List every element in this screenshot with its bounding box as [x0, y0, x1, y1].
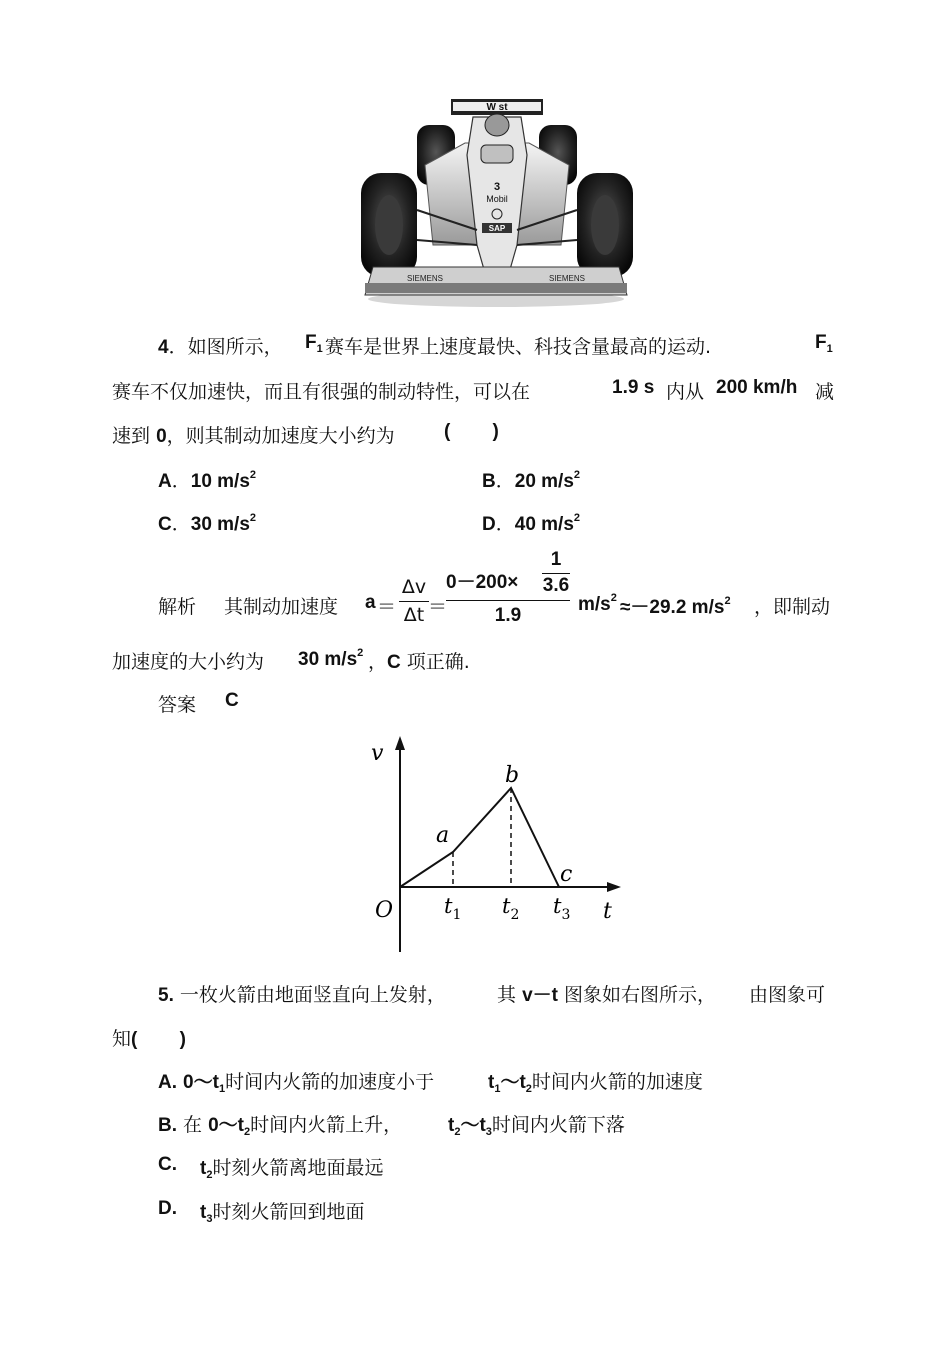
analysis-a-symbol: a — [365, 592, 376, 613]
vt-graph — [360, 730, 630, 955]
y-axis-label: v — [371, 741, 384, 766]
analysis-tail: ，即制动 — [754, 596, 831, 618]
q4-f1-first: $F_1$ — [305, 332, 323, 355]
q5-option-b-tail: $t_2\sim t_3$时间内火箭下落 — [448, 1114, 625, 1138]
answer-value: C — [225, 690, 239, 711]
car-sponsor-mid: Mobil — [486, 194, 508, 204]
q4-line2-b: 内从 — [666, 381, 705, 403]
y-axis-arrow — [395, 736, 405, 750]
fraction-dv: Δv — [401, 576, 427, 598]
q4-line2-a: 赛车不仅加速快，而且有很强的制动特性，可以在 — [112, 381, 531, 403]
q5-line1-b: 其 v－t 图象如右图所示， — [497, 984, 717, 1006]
q4-option-c: C．30 $m/s^2$ — [158, 512, 257, 535]
point-b-label: b — [505, 763, 520, 788]
fraction-denominator: 1.9 — [494, 605, 522, 626]
car-number: 3 — [493, 181, 501, 193]
analysis-approx: ≈－29.2 $m/s^2$ — [620, 595, 731, 618]
vt-line — [400, 788, 559, 887]
q5-line-2: 知( ) — [112, 1028, 186, 1050]
q5-option-d: D. — [158, 1198, 177, 1219]
analysis-text: 其制动加速度 — [224, 596, 339, 618]
tick-t1: $t_1$ — [444, 894, 462, 923]
car-sponsor-sap: SAP — [488, 224, 506, 233]
q4-option-b: B．20 $m/s^2$ — [482, 469, 581, 492]
q5-option-a-tail: $t_1\sim t_2$时间内火箭的加速度 — [488, 1071, 703, 1095]
tick-t2: $t_2$ — [502, 894, 520, 923]
fraction-inner: 1 3.6 — [542, 549, 570, 596]
q5-option-b: B. 在 $0\sim t_2$时间内火箭上升， — [158, 1114, 403, 1138]
fraction-numerator-prefix: 0－200× — [446, 572, 519, 593]
q5-option-d-text: $t_3$时刻火箭回到地面 — [200, 1201, 365, 1225]
q5-option-a: A. $0\sim t_1$时间内火箭的加速度小于 — [158, 1071, 435, 1095]
q4-line2-c: 减 — [815, 381, 835, 403]
origin-label: O — [375, 898, 394, 923]
q4-option-a: A．10 $m/s^2$ — [158, 469, 257, 492]
fraction-dt: Δt — [403, 604, 425, 626]
fraction-main — [446, 550, 570, 630]
point-c-label: c — [560, 862, 573, 887]
q4-line1-a: 如图所示， — [187, 336, 283, 358]
car-sponsor-top: W st — [486, 102, 508, 113]
analysis-line-2: 加速度的大小约为 — [112, 651, 265, 673]
q5-line1-d: 由图象可 — [749, 984, 826, 1006]
q4-number: 4 — [158, 337, 169, 358]
car-wing-left-label: SIEMENS — [406, 274, 444, 283]
q4-answer-bracket: ( ) — [444, 421, 499, 442]
q4-line-1: 4．如图所示， — [158, 336, 283, 358]
analysis-line2-tail: ，C 项正确. — [368, 651, 470, 673]
car-wing-right-label: SIEMENS — [548, 274, 586, 283]
analysis-value: 30 $m/s^2$ — [298, 647, 364, 670]
q4-line-2 — [112, 377, 530, 404]
q4-speed-value: 200 km/h — [716, 377, 798, 398]
q4-line1-b: 赛车是世界上速度最快、科技含量最高的运动. — [325, 336, 712, 358]
analysis-unit: $m/s^2$ — [578, 592, 617, 615]
fraction-dv-dt — [399, 576, 429, 628]
analysis-label: 解析 — [158, 596, 197, 618]
f1-car-image — [355, 95, 637, 310]
q4-option-d: D．40 $m/s^2$ — [482, 512, 581, 535]
x-axis-label: t — [603, 899, 612, 924]
q4-time-value: 1.9 s — [612, 377, 655, 398]
point-a-label: a — [436, 823, 450, 848]
analysis-eq-2: ＝ — [428, 596, 448, 618]
q4-f1-second: $F_1$ — [815, 332, 833, 355]
answer-label: 答案 — [158, 694, 197, 716]
q5-option-c-text: $t_2$时刻火箭离地面最远 — [200, 1157, 384, 1181]
analysis-eq-1: ＝ — [377, 596, 397, 618]
q4-line-3: 速到 0，则其制动加速度大小约为 — [112, 425, 395, 447]
q5-line-1: 5. 一枚火箭由地面竖直向上发射， — [158, 984, 446, 1006]
x-axis-arrow — [607, 882, 621, 892]
q5-option-c: C. — [158, 1154, 177, 1175]
tick-t3: $t_3$ — [553, 894, 571, 923]
